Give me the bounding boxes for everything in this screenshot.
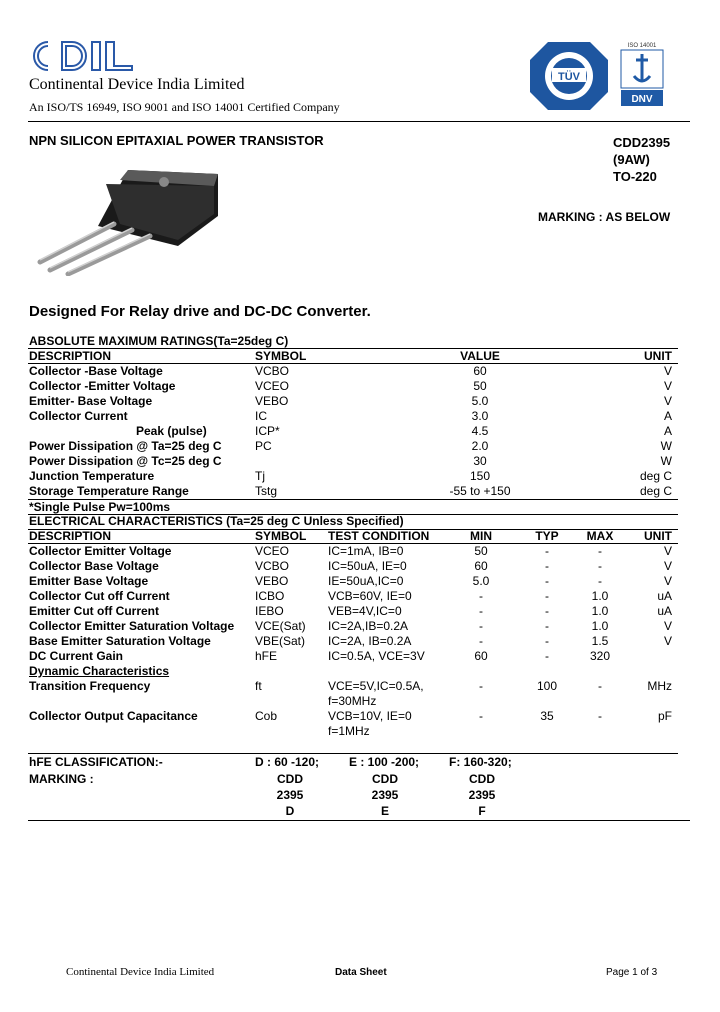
- abs-row-description: Junction Temperature: [29, 469, 155, 483]
- abs-row-symbol: VEBO: [255, 394, 289, 408]
- elec-row-max: -: [598, 559, 602, 573]
- dyn-row-typ: 35: [540, 709, 554, 723]
- dyn-row-min: -: [479, 679, 483, 693]
- abs-row-unit: A: [663, 409, 672, 423]
- elec-row-min: 50: [474, 544, 488, 558]
- mark-d-letter: D: [285, 804, 295, 818]
- elec-row-min: -: [479, 589, 483, 603]
- elec-hdr-max: MAX: [586, 529, 614, 543]
- elec-title: ELECTRICAL CHARACTERISTICS (Ta=25 deg C Unless Specified): [29, 514, 404, 528]
- elec-row-description: Collector Emitter Saturation Voltage: [29, 619, 235, 633]
- elec-row-symbol: VCBO: [255, 559, 290, 573]
- elec-row-test-condition: VCB=60V, IE=0: [328, 589, 412, 603]
- dyn-row-max: -: [598, 679, 602, 693]
- elec-row-description: Base Emitter Saturation Voltage: [29, 634, 211, 648]
- elec-row-unit: V: [663, 619, 672, 633]
- abs-hdr-value: VALUE: [460, 349, 500, 363]
- dnv-badge: [618, 40, 666, 108]
- abs-row-description: Power Dissipation @ Ta=25 deg C: [29, 439, 222, 453]
- abs-row-symbol: PC: [255, 439, 272, 453]
- elec-row-unit: uA: [657, 589, 672, 603]
- elec-row-min: 60: [474, 559, 488, 573]
- tuv-badge: [528, 40, 610, 112]
- to220-package-image: [28, 160, 238, 276]
- elec-hdr-desc: DESCRIPTION: [29, 529, 112, 543]
- elec-row-typ: -: [545, 604, 549, 618]
- elec-row-description: Collector Emitter Voltage: [29, 544, 172, 558]
- header-rule: [28, 121, 690, 122]
- dnv-label: DNV: [631, 94, 653, 105]
- dyn-row-test-condition-2: f=1MHz: [328, 724, 370, 738]
- elec-row-max: -: [598, 574, 602, 588]
- mark-e-line2: 2395: [371, 788, 399, 802]
- abs-row-value: 150: [469, 469, 491, 483]
- elec-row-test-condition: IC=2A, IB=0.2A: [328, 634, 412, 648]
- dyn-row-symbol: Cob: [255, 709, 278, 723]
- mark-d-line1: CDD: [277, 772, 303, 786]
- elec-hdr-test: TEST CONDITION: [328, 529, 430, 543]
- dyn-row-min: -: [479, 709, 483, 723]
- elec-row-test-condition: IC=1mA, IB=0: [328, 544, 404, 558]
- abs-hdr-unit: UNIT: [644, 349, 672, 363]
- elec-row-description: Collector Base Voltage: [29, 559, 159, 573]
- hfe-class-f: F: 160-320;: [449, 755, 512, 769]
- abs-row-symbol: Tstg: [255, 484, 278, 498]
- dyn-row-symbol: ft: [255, 679, 262, 693]
- cdil-logo: [28, 38, 138, 74]
- rule: [28, 348, 678, 349]
- elec-row-typ: -: [545, 544, 549, 558]
- abs-row-description: Power Dissipation @ Tc=25 deg C: [29, 454, 222, 468]
- abs-row-symbol: IC: [255, 409, 267, 423]
- elec-row-unit: V: [663, 559, 672, 573]
- abs-row-value: 5.0: [471, 394, 489, 408]
- abs-row-description: Collector Current: [29, 409, 128, 423]
- elec-row-symbol: hFE: [255, 649, 278, 663]
- elec-row-unit: V: [663, 574, 672, 588]
- elec-row-symbol: VBE(Sat): [255, 634, 306, 648]
- part-code: (9AW): [613, 152, 650, 167]
- elec-row-test-condition: IC=2A,IB=0.2A: [328, 619, 409, 633]
- elec-row-max: 320: [589, 649, 611, 663]
- elec-row-min: 60: [474, 649, 488, 663]
- part-number: CDD2395: [613, 135, 671, 150]
- device-title: NPN SILICON EPITAXIAL POWER TRANSISTOR: [29, 133, 324, 148]
- abs-row-value: 2.0: [471, 439, 489, 453]
- certification-line: An ISO/TS 16949, ISO 9001 and ISO 14001 Certified Company: [29, 100, 340, 114]
- dyn-row-description: Transition Frequency: [29, 679, 151, 693]
- abs-row-symbol: ICP*: [255, 424, 280, 438]
- elec-row-min: -: [479, 604, 483, 618]
- abs-row-value: 4.5: [471, 424, 489, 438]
- marking-note: MARKING : AS BELOW: [538, 210, 671, 224]
- elec-row-min: 5.0: [472, 574, 490, 588]
- footer-company: Continental Device India Limited: [66, 966, 215, 978]
- elec-row-typ: -: [545, 559, 549, 573]
- abs-row-symbol: VCEO: [255, 379, 290, 393]
- rule: [28, 820, 690, 821]
- company-name: Continental Device India Limited: [29, 76, 245, 93]
- marking-label: MARKING :: [29, 772, 94, 786]
- elec-row-symbol: VEBO: [255, 574, 289, 588]
- dyn-row-description: Collector Output Capacitance: [29, 709, 198, 723]
- abs-row-unit: deg C: [639, 469, 672, 483]
- elec-row-max: 1.5: [591, 634, 609, 648]
- abs-row-symbol: VCBO: [255, 364, 290, 378]
- abs-row-unit: V: [663, 394, 672, 408]
- dyn-row-max: -: [598, 709, 602, 723]
- hfe-class-e: E : 100 -200;: [349, 755, 420, 769]
- dyn-row-typ: 100: [536, 679, 558, 693]
- elec-row-typ: -: [545, 649, 549, 663]
- abs-row-value: 30: [473, 454, 487, 468]
- elec-row-unit: V: [663, 634, 672, 648]
- mark-d-line2: 2395: [276, 788, 304, 802]
- elec-row-max: 1.0: [591, 589, 609, 603]
- elec-row-symbol: ICBO: [255, 589, 285, 603]
- abs-row-value: 60: [473, 364, 487, 378]
- abs-row-value: 3.0: [471, 409, 489, 423]
- abs-row-unit: W: [660, 439, 672, 453]
- elec-row-min: -: [479, 619, 483, 633]
- mark-e-line1: CDD: [372, 772, 398, 786]
- dyn-row-test-condition: VCE=5V,IC=0.5A,: [328, 679, 424, 693]
- elec-hdr-unit: UNIT: [644, 529, 672, 543]
- elec-hdr-typ: TYP: [535, 529, 559, 543]
- elec-row-description: Emitter Base Voltage: [29, 574, 149, 588]
- elec-row-symbol: VCE(Sat): [255, 619, 306, 633]
- package-name: TO-220: [613, 169, 657, 184]
- rule: [28, 753, 678, 754]
- tuv-label: TÜV: [558, 71, 580, 83]
- elec-row-symbol: VCEO: [255, 544, 290, 558]
- elec-row-test-condition: IC=50uA, IE=0: [328, 559, 407, 573]
- mark-e-letter: E: [380, 804, 389, 818]
- abs-row-description: Collector -Base Voltage: [29, 364, 163, 378]
- abs-row-unit: V: [663, 364, 672, 378]
- elec-row-unit: V: [663, 544, 672, 558]
- designed-for: Designed For Relay drive and DC-DC Converter.: [29, 303, 371, 320]
- dnv-iso-text: ISO 14001: [627, 43, 657, 49]
- elec-row-description: Collector Cut off Current: [29, 589, 170, 603]
- elec-row-symbol: IEBO: [255, 604, 284, 618]
- mark-f-line1: CDD: [469, 772, 495, 786]
- abs-row-description: Collector -Emitter Voltage: [29, 379, 176, 393]
- elec-hdr-min: MIN: [470, 529, 492, 543]
- abs-row-unit: W: [660, 454, 672, 468]
- elec-row-max: -: [598, 544, 602, 558]
- dyn-row-unit: pF: [657, 709, 672, 723]
- elec-row-max: 1.0: [591, 604, 609, 618]
- abs-max-title: ABSOLUTE MAXIMUM RATINGS(Ta=25deg C): [29, 334, 289, 348]
- abs-row-unit: A: [663, 424, 672, 438]
- elec-row-test-condition: IE=50uA,IC=0: [328, 574, 404, 588]
- abs-row-symbol: Tj: [255, 469, 265, 483]
- abs-footnote: *Single Pulse Pw=100ms: [29, 500, 171, 514]
- abs-row-value: 50: [473, 379, 487, 393]
- abs-row-unit: V: [663, 379, 672, 393]
- dyn-row-unit: MHz: [647, 679, 672, 693]
- elec-row-typ: -: [545, 634, 549, 648]
- hfe-class-d: D : 60 -120;: [255, 755, 320, 769]
- mark-f-letter: F: [478, 804, 486, 818]
- dyn-row-test-condition: VCB=10V, IE=0: [328, 709, 412, 723]
- elec-row-description: DC Current Gain: [29, 649, 124, 663]
- hfe-label: hFE CLASSIFICATION:-: [29, 755, 163, 769]
- elec-row-unit: uA: [657, 604, 672, 618]
- abs-hdr-symbol: SYMBOL: [255, 349, 307, 363]
- abs-row-description: Storage Temperature Range: [29, 484, 189, 498]
- elec-row-test-condition: IC=0.5A, VCE=3V: [328, 649, 425, 663]
- dyn-row-test-condition-2: f=30MHz: [328, 694, 377, 708]
- abs-row-value: -55 to +150: [449, 484, 511, 498]
- elec-row-typ: -: [545, 619, 549, 633]
- elec-row-description: Emitter Cut off Current: [29, 604, 159, 618]
- abs-hdr-desc: DESCRIPTION: [29, 349, 112, 363]
- elec-row-min: -: [479, 634, 483, 648]
- mark-f-line2: 2395: [468, 788, 496, 802]
- footer-doc: Data Sheet: [335, 967, 387, 978]
- abs-row-unit: deg C: [639, 484, 672, 498]
- elec-row-max: 1.0: [591, 619, 609, 633]
- elec-row-typ: -: [545, 574, 549, 588]
- elec-row-test-condition: VEB=4V,IC=0: [328, 604, 402, 618]
- abs-row-description: Peak (pulse): [136, 424, 207, 438]
- footer-page: Page 1 of 3: [606, 967, 658, 978]
- abs-row-description: Emitter- Base Voltage: [29, 394, 153, 408]
- elec-hdr-symbol: SYMBOL: [255, 529, 307, 543]
- part-info: [613, 134, 670, 185]
- elec-row-typ: -: [545, 589, 549, 603]
- dynamic-title: Dynamic Characteristics: [29, 664, 170, 678]
